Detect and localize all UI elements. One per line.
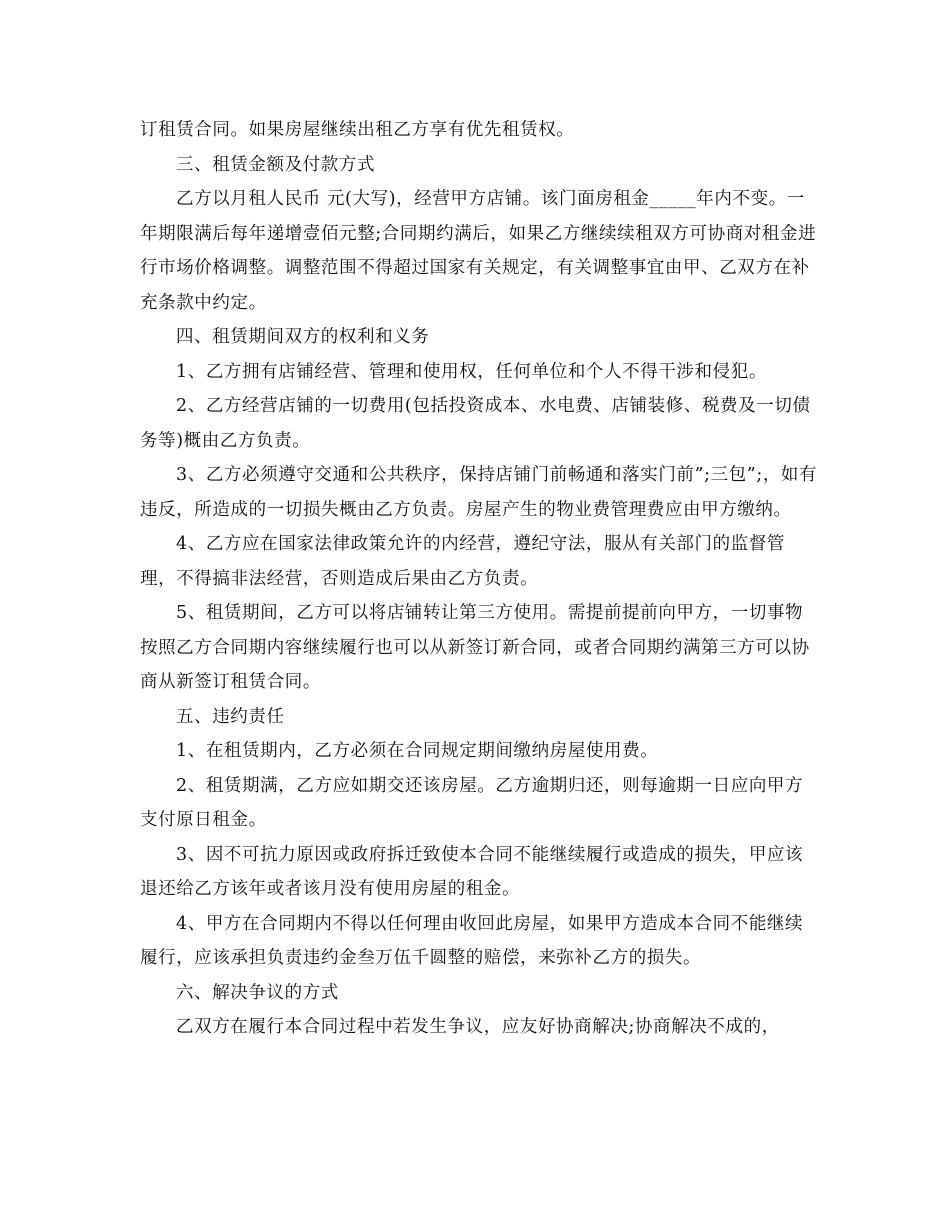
paragraph-2: 乙方以月租人民币 元(大写)，经营甲方店铺。该门面房租金_____年内不变。一年期限满后每年递增壹佰元整;合同期约满后，如果乙方继续续租双方可协商对租金进行市场价格调整。调整范围不得超过国家有关规定，有关调整事宜由甲、乙双方在补充条款中约定。 bbox=[140, 189, 817, 313]
document-body bbox=[140, 113, 820, 1045]
paragraph-last: 乙双方在履行本合同过程中若发生争议，应友好协商解决;协商解决不成的， bbox=[176, 1017, 780, 1037]
clause-5-4: 4、甲方在合同期内不得以任何理由收回此房屋，如果甲方造成本合同不能继续履行，应该承担负责违约金叁万伍千圆整的赔偿，来弥补乙方的损失。 bbox=[140, 913, 804, 968]
section-heading-6: 六、解决争议的方式 bbox=[176, 982, 339, 1003]
section-heading-5: 五、违约责任 bbox=[176, 706, 285, 727]
clause-4-2: 2、乙方经营店铺的一切费用(包括投资成本、水电费、店铺装修、税费及一切债务等)概由乙方负责。 bbox=[140, 396, 811, 451]
section-heading-4: 四、租赁期间双方的权利和义务 bbox=[176, 327, 430, 347]
paragraph-0: 订租赁合同。如果房屋继续出租乙方享有优先租赁权。 bbox=[140, 120, 575, 140]
clause-4-5: 5、租赁期间，乙方可以将店铺转让第三方使用。需提前提前向甲方，一切事物按照乙方合同期内容继续履行也可以从新签订新合同，或者合同期约满第三方可以协商从新签订租赁合同。 bbox=[140, 603, 810, 692]
clause-4-3: 3、乙方必须遵守交通和公共秩序，保持店铺门前畅通和落实门前”;三包”;，如有违反，所造成的一切损失概由乙方负责。房屋产生的物业费管理费应由甲方缴纳。 bbox=[140, 465, 818, 520]
clause-5-1: 1、在租赁期内，乙方必须在合同规定期间缴纳房屋使用费。 bbox=[176, 741, 659, 761]
clause-4-4: 4、乙方应在国家法律政策允许的内经营，遵纪守法，服从有关部门的监督管理，不得搞非法经营，否则造成后果由乙方负责。 bbox=[140, 534, 786, 589]
clause-4-1: 1、乙方拥有店铺经营、管理和使用权，任何单位和个人不得干涉和侵犯。 bbox=[176, 361, 767, 382]
clause-5-3: 3、因不可抗力原因或政府拆迁致使本合同不能继续履行或造成的损失，甲应该退还给乙方该年或者该月没有使用房屋的租金。 bbox=[140, 844, 804, 899]
clause-5-2: 2、租赁期满，乙方应如期交还该房屋。乙方逾期归还，则每逾期一日应向甲方支付原日租金。 bbox=[140, 775, 804, 830]
section-heading-3: 三、租赁金额及付款方式 bbox=[176, 154, 376, 175]
